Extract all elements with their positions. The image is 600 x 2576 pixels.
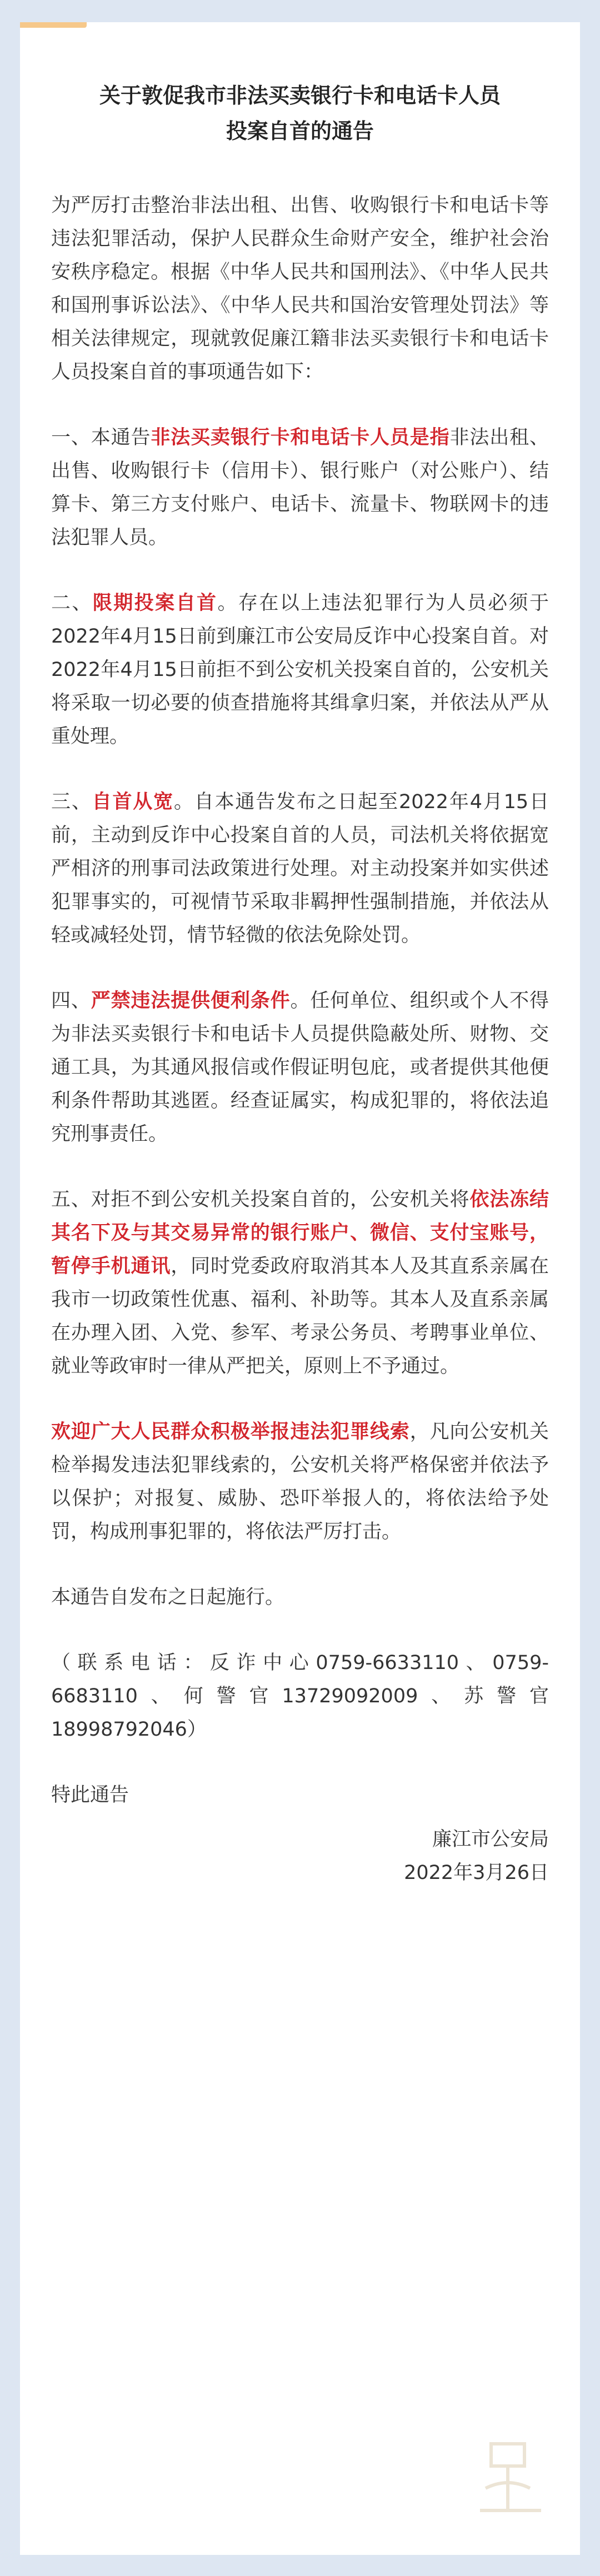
item-3-paragraph (51, 785, 549, 952)
item-4-text: 。任何单位、组织或个人不得为非法买卖银行卡和电话卡人员提供隐蔽处所、财物、交通工具，为其通风报信或作假证明包庇，或者提供其他便利条件帮助其逃匿。经查证属实，构成犯罪的，将依法追究刑事责任。 (51, 990, 549, 1145)
item-2-prefix: 二、 (51, 592, 93, 614)
item-1-text: 非法出租、出售、收购银行卡（信用卡）、银行账户（对公账户）、结算卡、第三方支付账户、电话卡、流量卡、物联网卡的违法犯罪人员。 (51, 427, 549, 549)
effective-paragraph: 本通告自发布之日起施行。 (51, 1586, 285, 1608)
item-3-emphasis: 自首从宽 (92, 791, 174, 813)
notice-card (20, 22, 580, 2555)
item-4-prefix: 四、 (51, 990, 91, 1012)
item-5-text: ，同时党委政府取消其本人及其直系亲属在我市一切政策性优惠、福利、补助等。其本人及直系亲属在办理入团、入党、参军、考录公务员、考聘事业单位、就业等政审时一律从严把关，原则上不予通过。 (51, 1255, 549, 1377)
issue-date: 2022年3月26日 (404, 1862, 549, 1884)
report-text: ，凡向公安机关检举揭发违法犯罪线索的，公安机关将严格保密并依法予以保护；对报复、威胁、恐吓举报人的，将依法给予处罚，构成刑事犯罪的，将依法严厉打击。 (51, 1421, 549, 1543)
item-5-prefix: 五、对拒不到公安机关投案自首的，公安机关将 (51, 1189, 470, 1211)
item-2-text: 。存在以上违法犯罪行为人员必须于2022年4月15日前到廉江市公安局反诈中心投案自首。对2022年4月15日前拒不到公安机关投案自首的，公安机关将采取一切必要的侦查措施将其缉拿归案，并依法从严从重处理。 (51, 592, 549, 748)
notice-title (20, 78, 580, 149)
item-2-emphasis: 限期投案自首 (92, 592, 218, 614)
title-line-2: 投案自首的通告 (226, 119, 374, 143)
item-3-text: 。自本通告发布之日起至2022年4月15日前，主动到反诈中心投案自首的人员，司法机关将依据宽严相济的刑事司法政策进行处理。对主动投案并如实供述犯罪事实的，可视情节采取非羁押性强制措施，并依法从轻或减轻处罚，情节轻微的依法免除处罚。 (51, 791, 549, 946)
item-4-emphasis: 严禁违法提供便利条件 (91, 990, 291, 1012)
item-4-paragraph (51, 984, 549, 1151)
item-5-emphasis: 依法冻结其名下及与其交易异常的银行账户、微信、支付宝账号，暂停手机通讯 (51, 1189, 549, 1277)
report-paragraph (51, 1415, 549, 1548)
notice-body (51, 189, 549, 1890)
item-2-paragraph (51, 587, 549, 753)
item-5-paragraph (51, 1183, 549, 1383)
item-3-prefix: 三、 (51, 791, 92, 813)
intro-paragraph: 为严厉打击整治非法出租、出售、收购银行卡和电话卡等违法犯罪活动，保护人民群众生命财产安全，维护社会治安秩序稳定。根据《中华人民共和国刑法》、《中华人民共和国刑事诉讼法》、《中华人民共和国治安管理处罚法》等相关法律规定，现就敦促廉江籍非法买卖银行卡和电话卡人员投案自首的事项通告如下： (51, 194, 549, 383)
closing-text: 特此通告 (51, 1784, 129, 1806)
item-1-paragraph (51, 421, 549, 554)
item-1-prefix: 一、本通告 (51, 427, 151, 449)
contact-paragraph: （联系电话：反诈中心0759-6633110、0759-6683110、何警官13729092009、苏警官18998792046） (51, 1652, 549, 1741)
watermark-icon (458, 2422, 569, 2533)
issuer-name: 廉江市公安局 (432, 1828, 549, 1851)
item-1-emphasis: 非法买卖银行卡和电话卡人员是指 (151, 427, 450, 449)
report-emphasis: 欢迎广大人民群众积极举报违法犯罪线索 (51, 1421, 410, 1443)
corner-accent (20, 22, 87, 28)
title-line-1: 关于敦促我市非法买卖银行卡和电话卡人员 (99, 83, 501, 108)
